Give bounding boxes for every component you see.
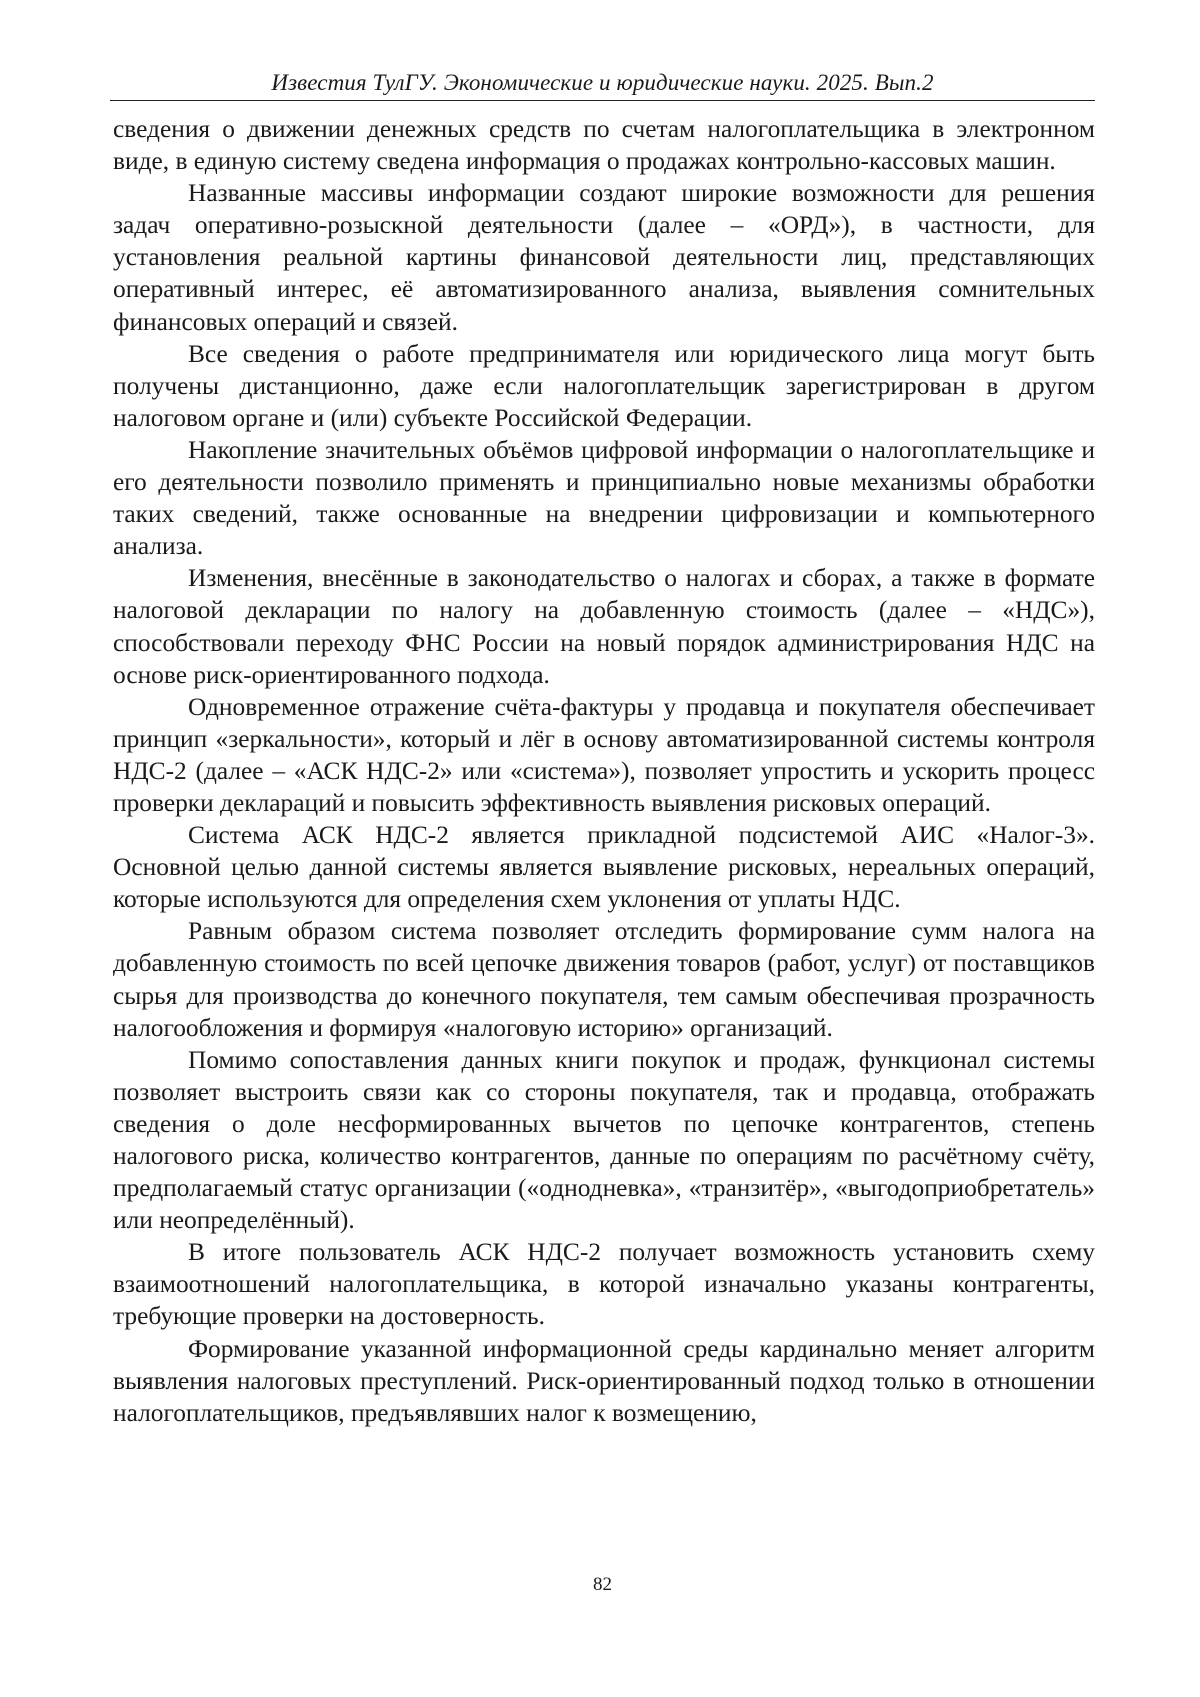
paragraph: Помимо сопоставления данных книги покупок и продаж, функционал системы позволяет выстроить связи как со стороны покупателя, так и продавца, отображать сведения о доле несформированных вычетов по цепочке контрагентов, степень налогового риска, количество контрагентов, данные по операциям по расчётному счёту, предполагаемый статус организации («однодневка», «транзитёр», «выгодоприобретатель» или неопределённый). <box>113 1045 1095 1235</box>
paragraph: Все сведения о работе предпринимателя или юридического лица могут быть получены дистанционно, даже если налогоплательщик зарегистрирован в другом налоговом органе и (или) субъекте Российской Федерации. <box>113 339 1095 432</box>
running-header: Известия ТулГУ. Экономические и юридические науки. 2025. Вып.2 <box>271 70 934 95</box>
paragraph: Формирование указанной информационной среды кардинально меняет алгоритм выявления налоговых преступлений. Риск-ориентированный подход только в отношении налогоплательщиков, предъявлявших налог к возмещению, <box>113 1334 1095 1427</box>
paragraph: Накопление значительных объёмов цифровой информации о налогоплательщике и его деятельности позволило применять и принципиально новые механизмы обработки таких сведений, также основанные на внедрении цифровизации и компьютерного анализа. <box>113 435 1095 561</box>
paragraph: Изменения, внесённые в законодательство о налогах и сборах, а также в формате налоговой декларации по налогу на добавленную стоимость (далее – «НДС»), способствовали переходу ФНС России на новый порядок администрирования НДС на основе риск-ориентированного подхода. <box>113 564 1095 689</box>
page-number: 82 <box>593 1574 612 1595</box>
paragraph: Равным образом система позволяет отследить формирование сумм налога на добавленную стоимость по всей цепочке движения товаров (работ, услуг) от поставщиков сырья для производства до конечного покупателя, тем самым обеспечивая прозрачность налогообложения и формируя «налоговую историю» организаций. <box>113 917 1095 1042</box>
paragraph-continuation: сведения о движении денежных средств по счетам налогоплательщика в электронном виде, в единую систему сведена информация о продажах контрольно-кассовых машин. <box>113 115 1095 176</box>
paragraph: Система АСК НДС-2 является прикладной подсистемой АИС «Налог-3». Основной целью данной системы является выявление рисковых, нереальных операций, которые используются для определения схем уклонения от уплаты НДС. <box>113 821 1095 914</box>
paragraph: Одновременное отражение счёта-фактуры у продавца и покупателя обеспечивает принцип «зеркальности», который и лёг в основу автоматизированной системы контроля НДС-2 (далее – «АСК НДС-2» или «система»), позволяет упростить и ускорить процесс проверки деклараций и повысить эффективность выявления рисковых операций. <box>113 692 1095 817</box>
article-body <box>113 113 1095 1429</box>
header-divider <box>110 100 1095 101</box>
paragraph: В итоге пользователь АСК НДС-2 получает возможность установить схему взаимоотношений налогоплательщика, в которой изначально указаны контрагенты, требующие проверки на достоверность. <box>113 1238 1095 1331</box>
paragraph: Названные массивы информации создают широкие возможности для решения задач оперативно-розыскной деятельности (далее – «ОРД»), в частности, для установления реальной картины финансовой деятельности лиц, представляющих оперативный интерес, её автоматизированного анализа, выявления сомнительных финансовых операций и связей. <box>113 179 1095 336</box>
